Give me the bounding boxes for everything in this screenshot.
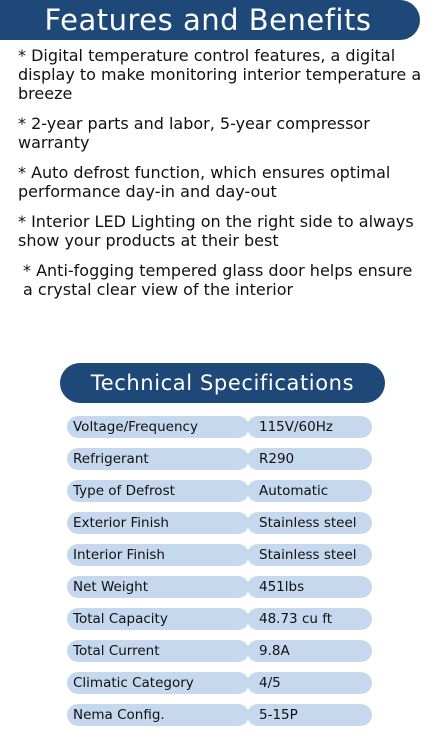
spec-label: Refrigerant [67,448,249,470]
spec-value: Stainless steel [247,544,372,566]
features-list [18,46,423,310]
spec-value: 4/5 [247,672,372,694]
spec-row [67,480,372,502]
feature-item: * Auto defrost function, which ensures optimal performance day-in and day-out [18,163,391,201]
spec-row [67,608,372,630]
spec-label: Type of Defrost [67,480,249,502]
spec-row [67,544,372,566]
spec-value: 48.73 cu ft [247,608,372,630]
spec-label: Interior Finish [67,544,249,566]
spec-label: Climatic Category [67,672,249,694]
spec-label: Net Weight [67,576,249,598]
spec-value: 9.8A [247,640,372,662]
spec-row [67,512,372,534]
features-banner: Features and Benefits [0,0,420,40]
spec-label: Voltage/Frequency [67,416,249,438]
spec-value: 451lbs [247,576,372,598]
feature-item: * Digital temperature control features, a digital display to make monitoring interior temperature a breeze [18,46,422,103]
spec-label: Nema Config. [67,704,249,726]
spec-label: Exterior Finish [67,512,249,534]
feature-item: * 2-year parts and labor, 5-year compressor warranty [18,114,370,152]
spec-row [67,672,372,694]
feature-item: * Anti-fogging tempered glass door helps ensure a crystal clear view of the interior [23,261,413,299]
spec-row [67,704,372,726]
spec-value: Stainless steel [247,512,372,534]
spec-row [67,416,372,438]
spec-row [67,576,372,598]
spec-row [67,640,372,662]
spec-value: Automatic [247,480,372,502]
specs-banner: Technical Specifications [60,363,385,403]
spec-row [67,448,372,470]
spec-label: Total Capacity [67,608,249,630]
spec-label: Total Current [67,640,249,662]
specs-table [67,416,372,736]
spec-value: 5-15P [247,704,372,726]
spec-value: 115V/60Hz [247,416,372,438]
feature-item: * Interior LED Lighting on the right side to always show your products at their best [18,212,414,250]
spec-value: R290 [247,448,372,470]
